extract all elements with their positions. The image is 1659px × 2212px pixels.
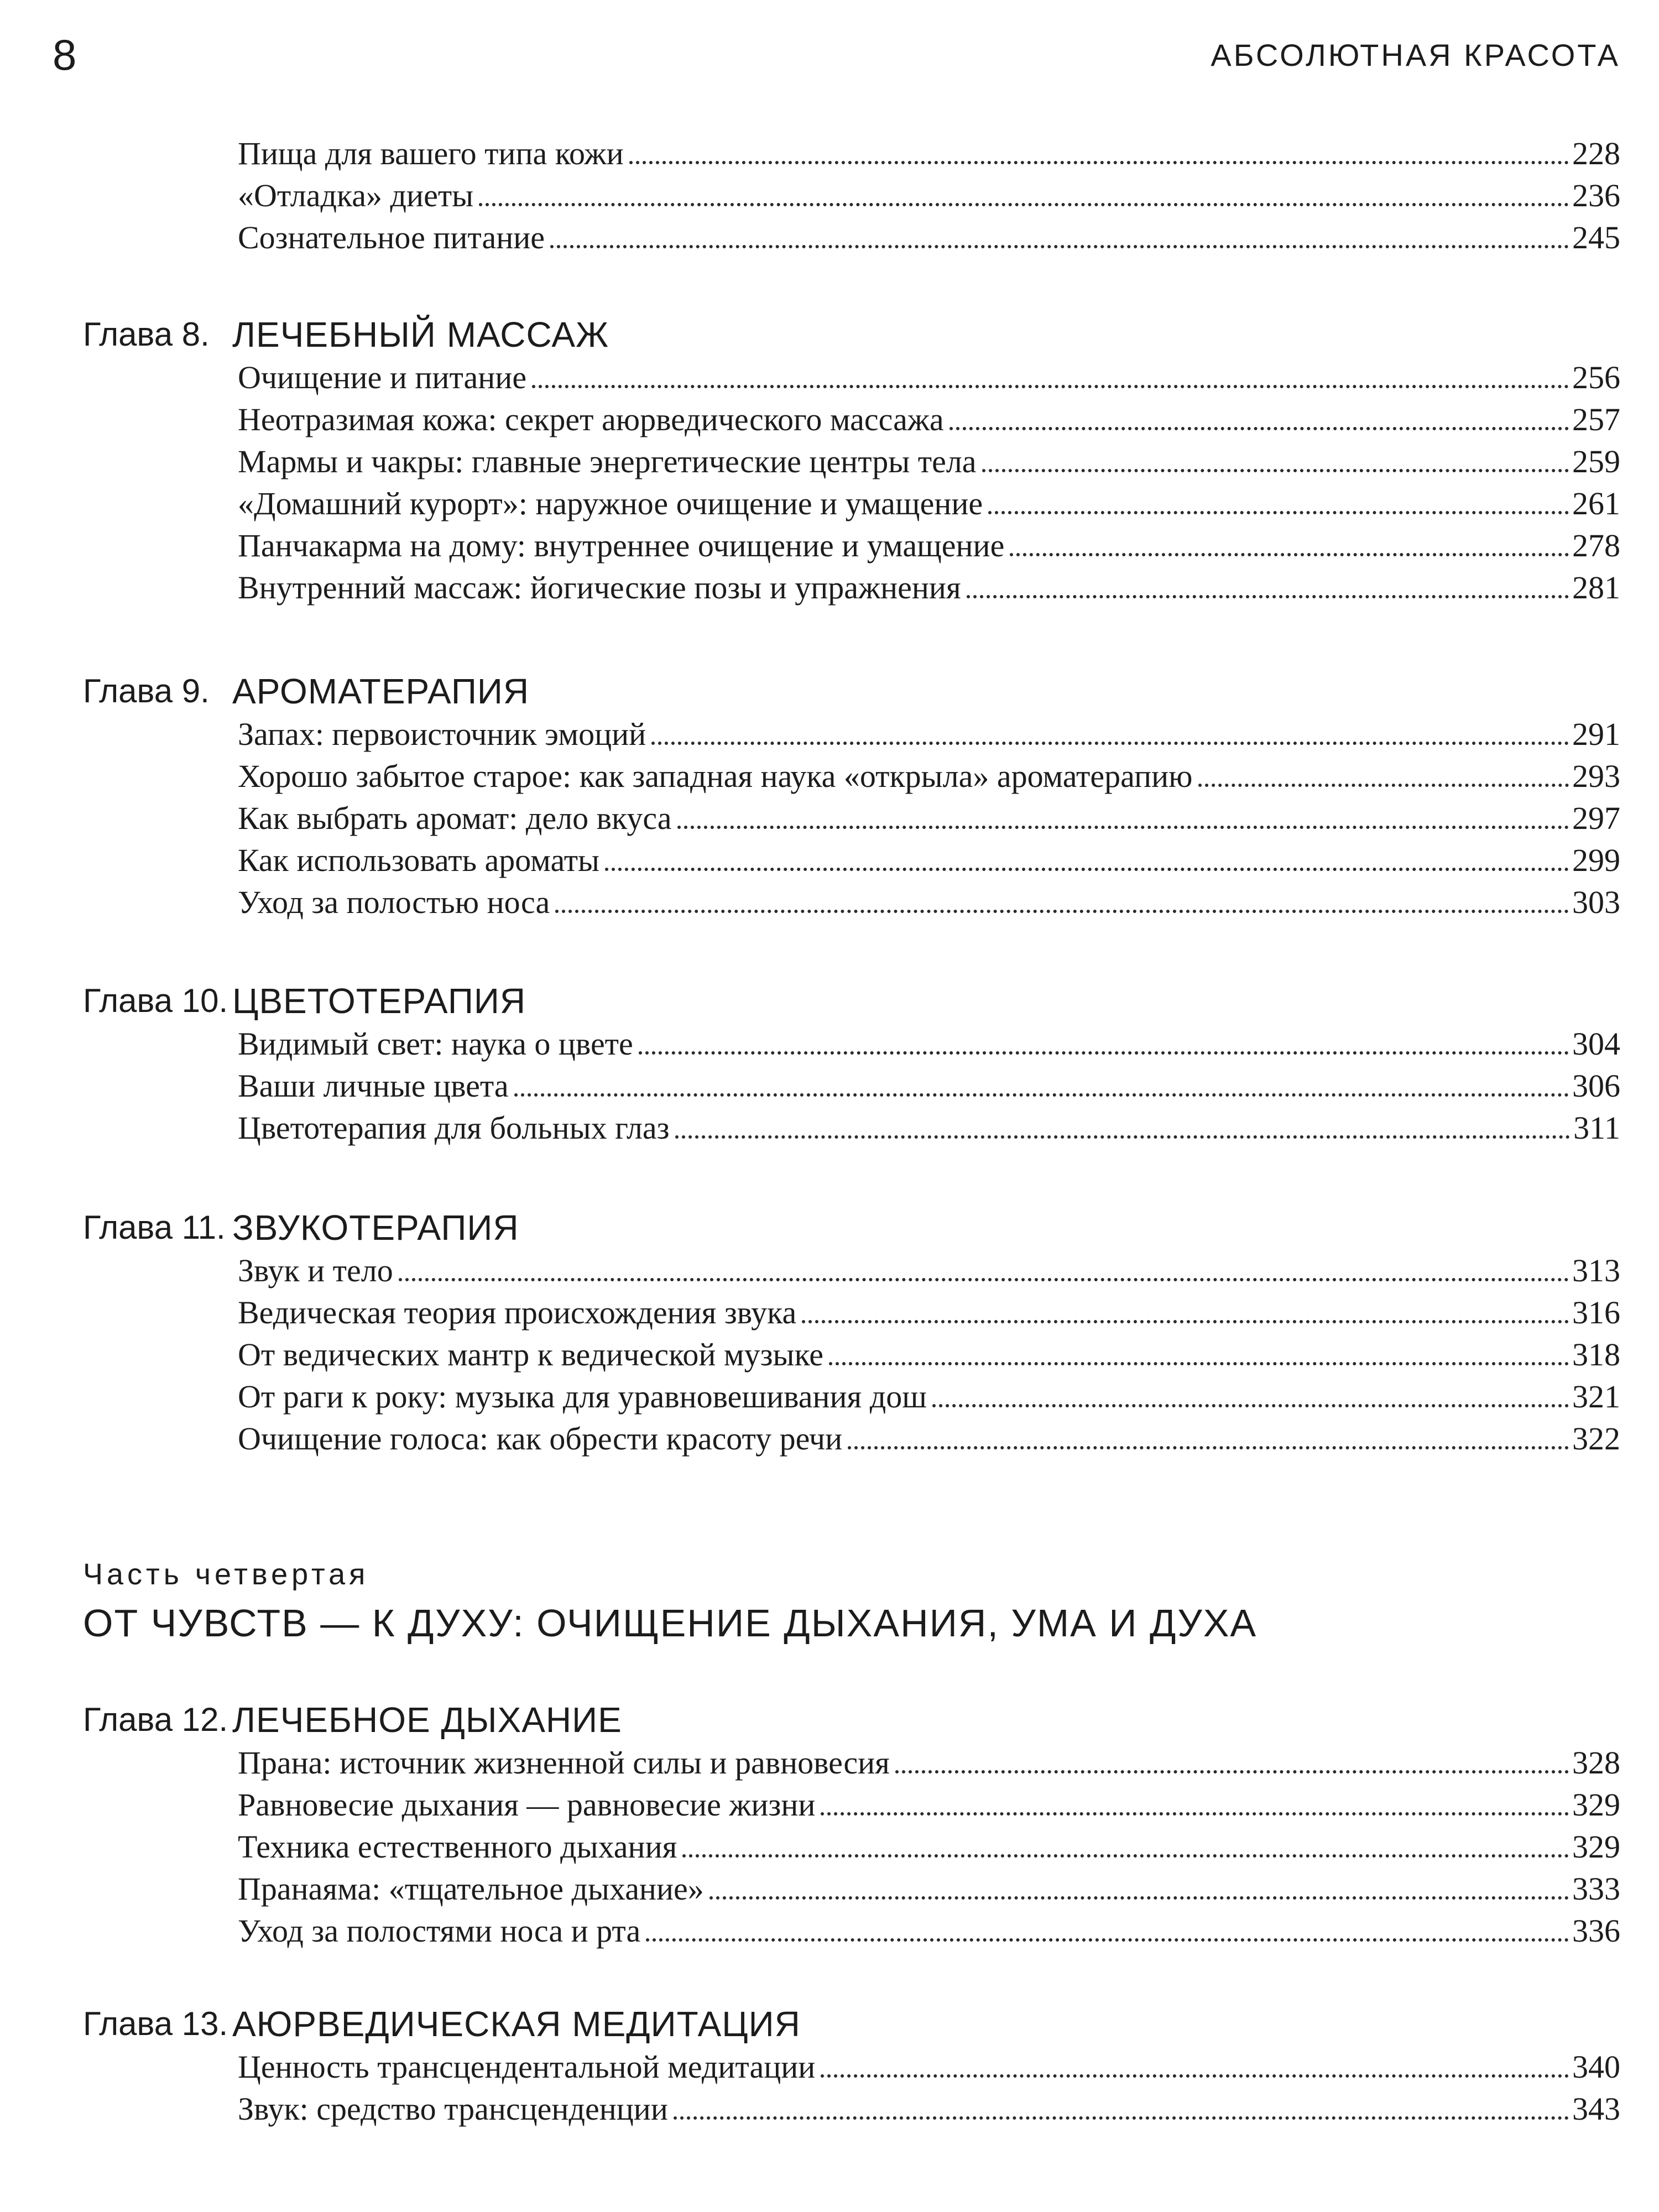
toc-entry <box>238 1376 1620 1418</box>
entry-page: 340 <box>1572 2049 1620 2085</box>
part-label: Часть четвертая <box>83 1558 369 1591</box>
toc-entry <box>238 1250 1620 1292</box>
dot-leader <box>532 385 1569 388</box>
entry-page: 281 <box>1572 570 1620 606</box>
entry-page: 343 <box>1572 2091 1620 2127</box>
entry-title: Очищение голоса: как обрести красоту речи <box>238 1421 843 1457</box>
toc-entry <box>238 797 1620 839</box>
entry-title: Как использовать ароматы <box>238 842 600 878</box>
toc-entry <box>238 1910 1620 1952</box>
entry-title: Равновесие дыхания — равновесие жизни <box>238 1787 816 1823</box>
toc-entry <box>238 399 1620 441</box>
part-title: ОТ ЧУВСТВ — К ДУХУ: ОЧИЩЕНИЕ ДЫХАНИЯ, УМА И ДУХА <box>83 1601 1258 1645</box>
toc-entry <box>238 1418 1620 1460</box>
intro-entries <box>0 133 1659 259</box>
toc-entry <box>238 713 1620 755</box>
dot-leader <box>651 742 1569 745</box>
chapter-8 <box>0 312 1659 609</box>
entry-title: Уход за полостями носа и рта <box>238 1913 641 1949</box>
dot-leader <box>821 2074 1569 2078</box>
dot-leader <box>605 868 1569 871</box>
dot-leader <box>932 1404 1569 1407</box>
entry-page: 318 <box>1572 1337 1620 1373</box>
entry-title: Очищение и питание <box>238 359 527 395</box>
entry-title: Цветотерапия для больных глаз <box>238 1110 670 1146</box>
entry-title: Прана: источник жизненной силы и равновесия <box>238 1745 890 1781</box>
chapter-title: ЛЕЧЕБНЫЙ МАССАЖ <box>232 315 609 354</box>
entry-title: Внутренний массаж: йогические позы и упражнения <box>238 570 961 606</box>
chapter-title: АЮРВЕДИЧЕСКАЯ МЕДИТАЦИЯ <box>232 2004 801 2044</box>
dot-leader <box>967 595 1569 598</box>
toc-entry <box>238 755 1620 797</box>
dot-leader <box>829 1362 1569 1365</box>
chapter-9 <box>0 669 1659 924</box>
entry-title: От ведических мантр к ведической музыке <box>238 1337 823 1373</box>
chapter-11 <box>0 1206 1659 1460</box>
entry-page: 293 <box>1572 758 1620 794</box>
dot-leader <box>399 1278 1569 1281</box>
chapter-10 <box>0 979 1659 1149</box>
entry-page: 304 <box>1572 1026 1620 1062</box>
dot-leader <box>895 1770 1569 1773</box>
toc-entry <box>238 441 1620 483</box>
dot-leader <box>950 427 1569 430</box>
toc-entry <box>238 2046 1620 2088</box>
entry-title: Ценность трансцендентальной медитации <box>238 2049 816 2085</box>
dot-leader <box>677 826 1569 829</box>
entry-title: Звук и тело <box>238 1253 393 1288</box>
entry-page: 259 <box>1572 444 1620 479</box>
dot-leader <box>802 1320 1569 1323</box>
entry-page: 245 <box>1572 220 1620 255</box>
dot-leader <box>848 1446 1569 1449</box>
chapter-number: Глава 9. <box>83 672 210 709</box>
entry-page: 236 <box>1572 178 1620 213</box>
dot-leader <box>1010 553 1569 556</box>
entry-title: Ведическая теория происхождения звука <box>238 1295 797 1331</box>
running-title: АБСОЛЮТНАЯ КРАСОТА <box>1211 38 1620 72</box>
entry-page: 322 <box>1572 1421 1620 1457</box>
entry-page: 228 <box>1572 135 1620 171</box>
entry-title: Панчакарма на дому: внутреннее очищение и умащение <box>238 528 1005 564</box>
chapter-title: ЛЕЧЕБНОЕ ДЫХАНИЕ <box>232 1700 622 1740</box>
chapter-number: Глава 11. <box>83 1209 226 1246</box>
entry-title: Звук: средство трансценденции <box>238 2091 668 2127</box>
dot-leader <box>646 1938 1569 1942</box>
entry-title: «Отладка» диеты <box>238 178 474 213</box>
toc-entry <box>238 839 1620 881</box>
entry-page: 329 <box>1572 1787 1620 1823</box>
dot-leader <box>982 469 1569 472</box>
entry-title: Неотразимая кожа: секрет аюрведического массажа <box>238 401 944 437</box>
entry-page: 316 <box>1572 1295 1620 1331</box>
chapter-title: ЗВУКОТЕРАПИЯ <box>232 1208 519 1248</box>
chapter-number: Глава 12. <box>83 1701 228 1738</box>
entry-title: Техника естественного дыхания <box>238 1829 677 1865</box>
toc-entry <box>238 1292 1620 1334</box>
entry-title: Как выбрать аромат: дело вкуса <box>238 800 672 836</box>
toc-entry <box>238 1023 1620 1065</box>
toc-entry <box>238 483 1620 525</box>
dot-leader <box>1198 784 1569 787</box>
entry-title: Уход за полостью носа <box>238 884 550 920</box>
chapter-12 <box>0 1698 1659 1952</box>
toc-entry <box>238 1107 1620 1149</box>
dot-leader <box>709 1896 1569 1900</box>
entry-title: Пища для вашего типа кожи <box>238 135 624 171</box>
toc-entry <box>238 1334 1620 1376</box>
toc-entry <box>238 881 1620 924</box>
chapter-number: Глава 10. <box>83 982 228 1019</box>
chapter-number: Глава 8. <box>83 316 210 353</box>
dot-leader <box>550 245 1569 248</box>
entry-title: Сознательное питание <box>238 220 545 255</box>
entry-page: 328 <box>1572 1745 1620 1781</box>
chapter-title: ЦВЕТОТЕРАПИЯ <box>232 981 526 1021</box>
dot-leader <box>514 1093 1569 1097</box>
entry-page: 336 <box>1572 1913 1620 1949</box>
entry-title: Пранаяма: «тщательное дыхание» <box>238 1871 704 1907</box>
toc-entry <box>238 133 1620 175</box>
toc-entry <box>238 217 1620 259</box>
entry-page: 278 <box>1572 528 1620 564</box>
entry-title: Запах: первоисточник эмоций <box>238 716 646 752</box>
toc-entry <box>238 2088 1620 2130</box>
entry-page: 257 <box>1572 401 1620 437</box>
entry-page: 313 <box>1572 1253 1620 1288</box>
entry-title: Ваши личные цвета <box>238 1068 509 1104</box>
dot-leader <box>682 1854 1569 1858</box>
entry-page: 329 <box>1572 1829 1620 1865</box>
toc-entry <box>238 1826 1620 1868</box>
toc-entry <box>238 525 1620 567</box>
entry-title: Видимый свет: наука о цвете <box>238 1026 633 1062</box>
entry-page: 299 <box>1572 842 1620 878</box>
entry-title: От раги к року: музыка для уравновешивания дош <box>238 1379 927 1415</box>
page-number: 8 <box>53 30 77 79</box>
toc-entry <box>238 567 1620 609</box>
toc-entry <box>238 1742 1620 1784</box>
dot-leader <box>555 910 1569 913</box>
entry-page: 321 <box>1572 1379 1620 1415</box>
chapter-number: Глава 13. <box>83 2005 228 2042</box>
entry-page: 256 <box>1572 359 1620 395</box>
dot-leader <box>675 1135 1571 1139</box>
entry-page: 333 <box>1572 1871 1620 1907</box>
entry-title: Мармы и чакры: главные энергетические центры тела <box>238 444 977 479</box>
dot-leader <box>639 1051 1569 1055</box>
toc-entry <box>238 175 1620 217</box>
dot-leader <box>629 161 1569 164</box>
entry-page: 303 <box>1572 884 1620 920</box>
entry-page: 261 <box>1572 486 1620 521</box>
dot-leader <box>479 203 1569 206</box>
entry-page: 297 <box>1572 800 1620 836</box>
chapter-13 <box>0 2002 1659 2130</box>
entry-page: 306 <box>1572 1068 1620 1104</box>
toc-entry <box>238 357 1620 399</box>
entry-page: 311 <box>1573 1110 1620 1146</box>
toc-entry <box>238 1065 1620 1107</box>
entry-title: «Домашний курорт»: наружное очищение и умащение <box>238 486 983 521</box>
entry-title: Хорошо забытое старое: как западная наука «открыла» ароматерапию <box>238 758 1193 794</box>
dot-leader <box>988 511 1569 514</box>
entry-page: 291 <box>1572 716 1620 752</box>
dot-leader <box>674 2116 1569 2120</box>
toc-entry <box>238 1784 1620 1826</box>
toc-entry <box>238 1868 1620 1910</box>
dot-leader <box>821 1812 1569 1815</box>
chapter-title: АРОМАТЕРАПИЯ <box>232 671 530 711</box>
